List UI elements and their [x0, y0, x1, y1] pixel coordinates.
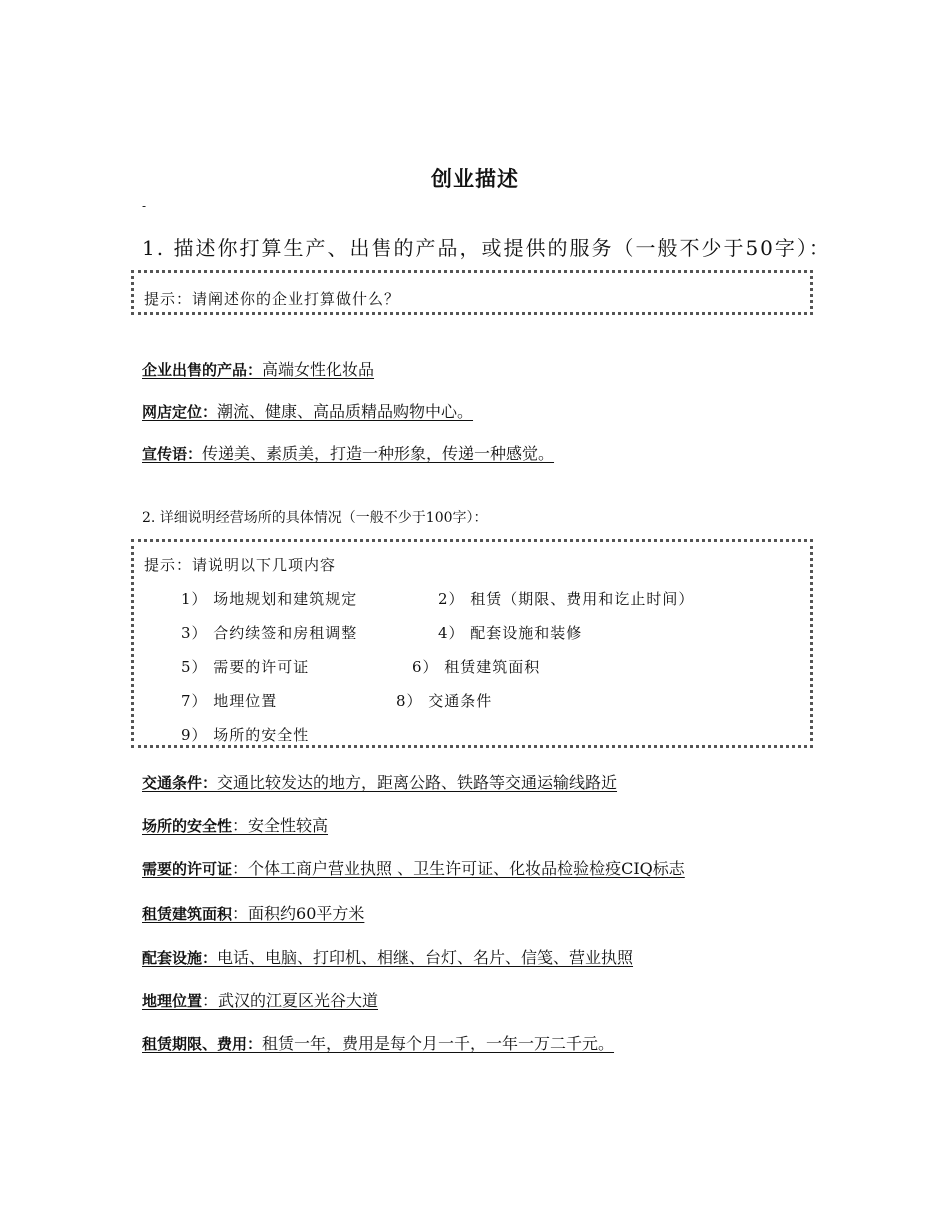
field-location	[142, 988, 378, 1011]
hint-item-6: 6） 租赁建筑面积	[412, 658, 541, 676]
hint-item-8: 8） 交通条件	[396, 692, 493, 710]
field-slogan-label: 宣传语：	[142, 445, 203, 463]
field-traffic	[142, 770, 617, 793]
field-positioning-label: 网店定位：	[142, 403, 218, 421]
hint-item-7: 7） 地理位置	[181, 692, 278, 710]
hint-item-3: 3） 合约续签和房租调整	[181, 624, 358, 642]
section1-hint-box	[131, 270, 813, 315]
hint-row-5	[144, 724, 810, 758]
field-licenses-value: ：个体工商户营业执照 、卫生许可证、化妆品检验检疫CIQ标志	[232, 859, 685, 878]
section2-heading: 2. 详细说明经营场所的具体情况（一般不少于100字）：	[142, 510, 488, 526]
field-positioning-value: 潮流、健康、高品质精品购物中心。	[217, 402, 474, 421]
section2-hint-intro-line	[144, 554, 810, 588]
hint-item-4: 4） 配套设施和装修	[438, 624, 583, 642]
field-product-value: 高端女性化妆品	[262, 360, 375, 379]
hint-row-3	[144, 656, 810, 690]
stray-mark: -	[142, 199, 147, 213]
field-area-value: ：面积约60平方米	[232, 904, 365, 923]
section1-heading: 1. 描述你打算生产、出售的产品，或提供的服务（一般不少于50字）：	[142, 236, 831, 260]
field-licenses	[142, 856, 685, 879]
section1-hint-text: 提示：请阐述你的企业打算做什么？	[144, 290, 401, 308]
field-safety-value: ：安全性较高	[232, 816, 329, 835]
hint-row-4	[144, 690, 810, 724]
page-title: 创业描述	[431, 167, 519, 191]
field-area	[142, 901, 364, 924]
field-product-label: 企业出售的产品：	[142, 361, 263, 379]
field-traffic-label: 交通条件：	[142, 774, 218, 792]
field-location-value: ：武汉的江夏区光谷大道	[202, 991, 379, 1010]
hint-item-9: 9） 场所的安全性	[181, 726, 310, 744]
section2-hint-intro: 提示：请说明以下几项内容	[144, 556, 337, 574]
field-facilities-label: 配套设施：	[142, 949, 218, 967]
hint-item-2: 2） 租赁（期限、费用和讫止时间）	[438, 590, 695, 608]
hint-row-2	[144, 622, 810, 656]
field-safety-label: 场所的安全性	[142, 817, 233, 835]
field-positioning	[142, 399, 473, 422]
section2-hint-box	[131, 539, 813, 748]
field-product	[142, 357, 374, 380]
field-safety	[142, 813, 328, 836]
field-traffic-value: 交通比较发达的地方，距离公路、铁路等交通运输线路近	[217, 773, 618, 792]
field-lease-value: 租赁一年，费用是每个月一千，一年一万二千元。	[262, 1034, 615, 1053]
field-area-label: 租赁建筑面积	[142, 905, 233, 923]
hint-item-1: 1） 场地规划和建筑规定	[181, 590, 358, 608]
field-facilities-value: 电话、电脑、打印机、相继、台灯、名片、信笺、营业执照	[217, 948, 634, 967]
field-lease	[142, 1031, 614, 1054]
field-location-label: 地理位置	[142, 992, 203, 1010]
hint-row-1	[144, 588, 810, 622]
field-lease-label: 租赁期限、费用：	[142, 1035, 263, 1053]
field-licenses-label: 需要的许可证	[142, 860, 233, 878]
field-slogan-value: 传递美、素质美，打造一种形象，传递一种感觉。	[202, 444, 555, 463]
hint-item-5: 5） 需要的许可证	[181, 658, 310, 676]
field-slogan	[142, 441, 554, 464]
field-facilities	[142, 945, 633, 968]
